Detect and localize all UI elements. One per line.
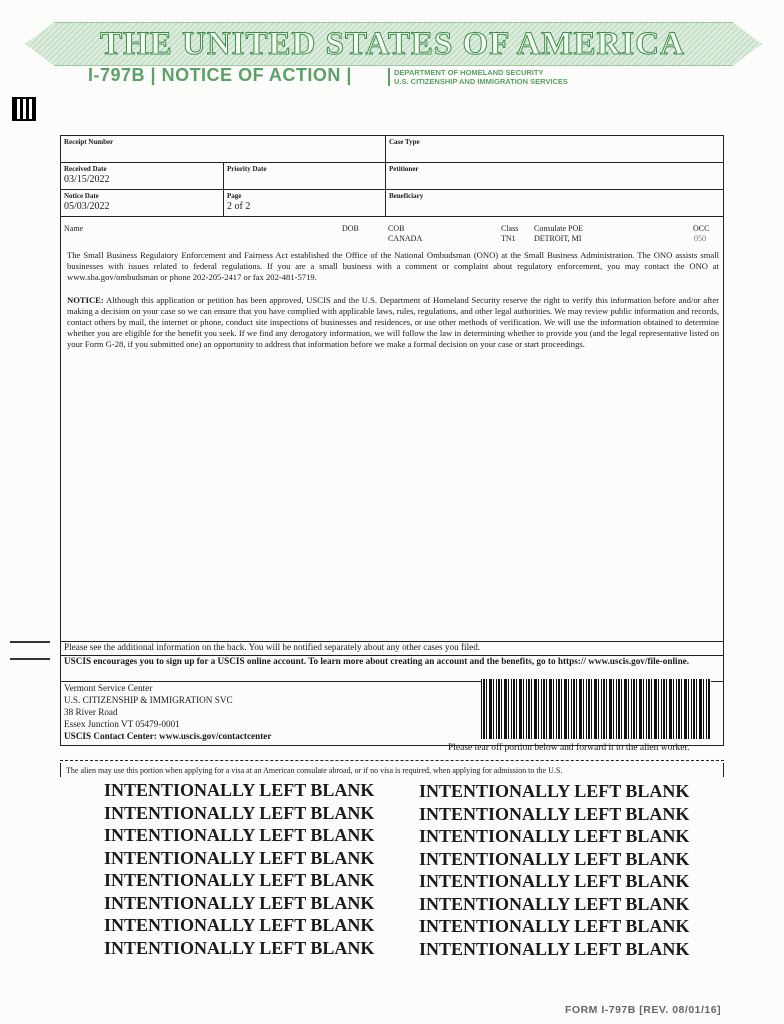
page-label: Page	[227, 192, 242, 200]
blank-line: INTENTIONALLY LEFT BLANK	[419, 848, 690, 869]
margin-mark	[10, 641, 50, 643]
blank-line: INTENTIONALLY LEFT BLANK	[419, 916, 690, 936]
case-type-label: Case Type	[389, 138, 420, 146]
blank-column-right	[419, 780, 689, 960]
blank-line: INTENTIONALLY LEFT BLANK	[104, 915, 375, 935]
class-label: Class	[501, 224, 519, 233]
blank-line: INTENTIONALLY LEFT BLANK	[419, 871, 690, 891]
contact-center-line: USCIS Contact Center: www.uscis.gov/contactcenter	[64, 731, 272, 741]
notice-label: NOTICE:	[67, 295, 104, 305]
petitioner-cell	[386, 163, 723, 190]
ombudsman-paragraph: The Small Business Regulatory Enforcement and Fairness Act established the Office of the National Ombudsman (ONO) at the Small Business Administration. The ONO assists small businesses with issues related to federal regulations. If you are a small business with a comment or complaint about regulatory enforcement, you may contact the ONO at www.sba.gov/ombudsman or phone 202-205-2417 or fax 202-481-5719.	[67, 250, 719, 282]
received-date-cell	[61, 163, 224, 190]
petitioner-label: Petitioner	[389, 165, 419, 173]
priority-date-label: Priority Date	[227, 165, 267, 173]
alien-portion-text: The alien may use this portion when applying for a visa at an American consulate abroad, or if no visa is required, when applying for admission to the U.S.	[66, 766, 563, 775]
cob-label: COB	[388, 224, 405, 233]
blank-column-left	[104, 779, 374, 959]
blank-line: INTENTIONALLY LEFT BLANK	[104, 847, 375, 868]
consulate-value: DETROIT, MI	[534, 234, 582, 243]
receipt-number-cell	[61, 136, 386, 163]
blank-line: INTENTIONALLY LEFT BLANK	[104, 870, 375, 890]
department-line-1: DEPARTMENT OF HOMELAND SECURITY	[394, 68, 544, 77]
blank-line: INTENTIONALLY LEFT BLANK	[419, 781, 690, 801]
notice-form	[60, 135, 724, 746]
blank-line: INTENTIONALLY LEFT BLANK	[104, 937, 375, 958]
department-block	[388, 68, 568, 86]
blank-line: INTENTIONALLY LEFT BLANK	[419, 893, 690, 914]
blank-line: INTENTIONALLY LEFT BLANK	[104, 892, 375, 913]
tear-off-note: Please tear off portion below and forward it to the alien worker.	[448, 743, 690, 753]
dob-label: DOB	[342, 224, 359, 233]
tear-line	[60, 760, 724, 761]
name-label: Name	[64, 224, 84, 233]
blank-line: INTENTIONALLY LEFT BLANK	[419, 938, 690, 959]
page-cell	[224, 190, 386, 217]
received-date-label: Received Date	[64, 165, 107, 173]
additional-info-line: Please see the additional information on the back. You will be notified separately about any other cases you filed.	[61, 641, 723, 652]
notice-date-label: Notice Date	[64, 192, 99, 200]
banner-title: THE UNITED STATES OF AMERICA	[100, 26, 685, 62]
consulate-label: Consulate POE	[534, 224, 584, 233]
notice-date-value: 05/03/2022	[64, 201, 110, 212]
qr-code-icon	[12, 97, 36, 121]
barcode-icon	[481, 679, 711, 739]
cob-value: CANADA	[388, 234, 423, 243]
margin-mark	[10, 658, 50, 660]
beneficiary-label: Beneficiary	[389, 192, 424, 200]
blank-line: INTENTIONALLY LEFT BLANK	[419, 826, 690, 846]
received-date-value: 03/15/2022	[64, 174, 110, 185]
address-line: Vermont Service Center	[64, 683, 153, 693]
blank-line: INTENTIONALLY LEFT BLANK	[104, 802, 375, 823]
address-line: 38 River Road	[64, 707, 118, 717]
department-line-2: U.S. CITIZENSHIP AND IMMIGRATION SERVICES	[394, 77, 568, 86]
address-line: U.S. CITIZENSHIP & IMMIGRATION SVC	[64, 695, 233, 705]
case-type-cell	[386, 136, 723, 163]
receipt-number-label: Receipt Number	[64, 138, 114, 146]
beneficiary-cell	[386, 190, 723, 217]
priority-date-cell	[224, 163, 386, 190]
occ-value: 050	[694, 234, 706, 243]
blank-line: INTENTIONALLY LEFT BLANK	[104, 825, 375, 845]
notice-text: Although this application or petition has been approved, USCIS and the U.S. Department of Homeland Security reserve the right to verify this information before and/or after making a decision on your case so we can ensure that you have complied with applicable laws, rules, regulations, and other legal authorities. We may review public information and records, contact others by mail, the internet or phone, conduct site inspections of businesses and residences, or use other methods of verification. We will use the information obtained to determine whether you are eligible for the benefit you seek. If we find any derogatory information, we will follow the law in determining whether to provide you (and the legal representative listed on your Form G-28, if you submitted one) an opportunity to address that information before we make a formal decision on your case or start proceedings.	[67, 295, 719, 349]
online-account-notice: USCIS encourages you to sign up for a USCIS online account. To learn more about creating an account and the benefits, go to https:// www.uscis.gov/file-online.	[61, 655, 723, 681]
page-value: 2 of 2	[227, 201, 251, 212]
form-notice-title: I-797B | NOTICE OF ACTION |	[88, 65, 352, 85]
class-value: TN1	[501, 234, 516, 243]
blank-line: INTENTIONALLY LEFT BLANK	[104, 780, 375, 800]
notice-date-cell	[61, 190, 224, 217]
address-line: Essex Junction VT 05479-0001	[64, 719, 180, 729]
notice-paragraph	[67, 295, 719, 350]
form-revision: FORM I-797B [REV. 08/01/16]	[565, 1004, 722, 1016]
blank-line: INTENTIONALLY LEFT BLANK	[419, 803, 690, 824]
occ-label: OCC	[693, 224, 710, 233]
